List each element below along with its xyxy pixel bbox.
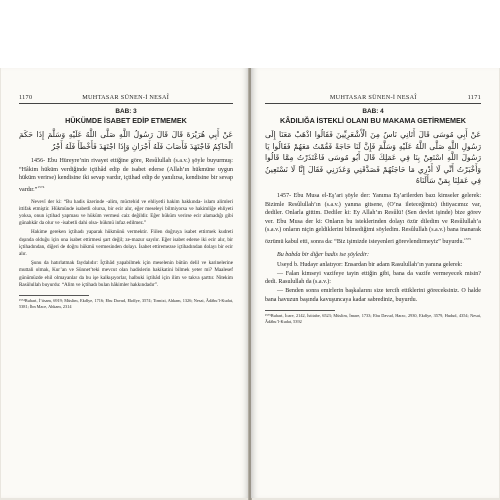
left-commentary-2: Hakime gereken içtihadı yaparak hükmünü vermektir. Fiilen doğruya isabet ettirmek kudreti dışında olduğu için ona isabet ettirmesi şart değil; ze-mazur sayılır. Eğer isabet ederse iki ecir alır, bir içtihadından, diğeri de doğru hükmü vermesinden dolayı. İsabet ettiremezse içtihadından dolayı bir ecir alır. [19,229,233,257]
left-hadith-footnote-ref: 1574 [37,184,45,189]
right-bab-title: KÂDILIĞA İSTEKLİ OLANI BU MAKAMA GETİRMEMEK [280,116,466,125]
right-page-number: 1171 [467,94,481,101]
left-bab-number: BAB: 3 [115,108,137,115]
right-paragraph-1: Useyd b. Hudayr anlatıyor: Ensardan bir adam Rasulullah’ın yanına gelerek: [277,262,463,269]
left-hadith-translation [19,157,233,194]
left-running-title: MUHTASAR SÜNEN-İ NESAÎ [82,94,170,101]
right-paragraph-3: — Benden sonra emirlerin başkalarını size tercih ettiklerini göreceksiniz. O halde bana havuzun başında kavuşuncaya kadar sabrediniz, buyurdu. [265,287,481,303]
right-paragraph-2: — Falan kimseyi vazifeye tayin ettiğin gibi, bana da vazife vermeyecek misin? dedi. Rasulullah da (s.a.v.): [265,270,481,286]
right-bab-number: BAB: 4 [362,108,384,115]
left-arabic-text: عَنْ أَبِي هُرَيْرَةَ قَالَ قَالَ رَسُولُ اللَّهِ صَلَّى اللَّهُ عَلَيْهِ وَسَلَّمَ إِذَا حَكَمَ الْحَاكِمُ فَاجْتَهَدَ فَأَصَابَ فَلَهُ أَجْرَانِ وَإِذَا اجْتَهَدَ فَأَخْطَأَ فَلَهُ أَجْرٌ [19,130,233,151]
left-page-number: 1170 [19,94,33,101]
left-bab-title: HÜKÜMDE İSABET EDİP ETMEMEK [65,116,187,125]
left-commentary-1: Nevevî der ki: “Bu hadis üzerinde -alim, müctehid ve ehliyetli hakim hakkında- islam alimleri ittifak etmiştir. Hükmünde isabetli olursa, bir ecir alır, eğer meseleyi bilmiyorsa ve hakimliğe ehliyeti yoksa, onun içtihad yapması ve hüküm vermesi caiz değildir. Eğer hüküm verirse ecir alamadığı gibi günahkâr da olur ve -isabetli dahi olsa- hükmü infaz edilmez.” [19,198,233,227]
left-footnote: ¹⁵⁷⁴Buhari, İ’tisam, 6919; Müslim, Ekdîye, 1716; Ebu Davud, Ekdîye, 3574; Tirmizi, Ahkam, 1326; Nesai, Âdâbu’l-Kudat, 5381; İbn Mace, Ahkam, 2314 [19,298,233,309]
left-footnote-rule [19,295,89,296]
right-hadith-translation [265,192,481,247]
right-running-head [265,94,481,104]
right-footnote: ¹⁵⁷⁵Buhari, İcare, 2142, İstitabe, 6523; Müslim, İmare, 1733; Ebu Davud, Harac, 2930, Ekdîye, 3579, Hudud, 4354; Nesai, Âdâbu’l-Kudat, 5392 [265,313,481,324]
right-hadith-text: 1457- Ebu Musa el-Eş’ari şöyle der: Yanıma Eş’arilerden bazı kimseler gelerek: Bizimle Resûlullah’ın (s.a.v.) yanına gitsene, (O’na ileteceğimiz) ihtiyacımız var, dediler. Onlarla gittim. Dediler ki: Ey Allah’ın Resûlü! (Sen devlet işinde) bize görev ver. Ebu Musa der ki: Onların bu isteklerinden dolayı özür diledim ve Resûlullah’a (s.a.v.) onların niçin geldiklerini bilmediğimi söyledim. Resûlullah (s.a.v.) bana inanarak özrümü kabul etti, sonra da: “Biz işimizde isteyenleri görevlendirmeyiz” buyurdu. [265,192,481,245]
left-page [1,68,249,498]
right-arabic-text: عَنْ أَبِي مُوسَى قَالَ أَتَانِي نَاسٌ مِنَ الْأَشْعَرِيِّينَ فَقَالُوا اذْهَبْ مَعَنَا إِلَى رَسُولِ اللَّهِ صَلَّى اللَّهُ عَلَيْهِ وَسَلَّمَ فَإِنَّ لَنَا حَاجَةً فَقُمْتُ مَعَهُمْ فَقَالُوا يَا رَسُولَ اللَّهِ اسْتَعِنْ بِنَا فِي عَمَلِكَ قَالَ أَبُو مُوسَى فَاعْتَذَرْتُ مِمَّا قَالُوا وَأَخْبَرْتُ أَنِّي لَا أَدْرِي مَا حَاجَتُهُمْ فَصَدَّقَنِي وَعَذَرَنِي فَقَالَ إِنَّا لَا نَسْتَعِينُ فِي عَمَلِنَا بِمَنْ سَأَلَنَاهُ [265,130,481,186]
left-hadith-text: 1456- Ebu Hüreyre’nin rivayet ettiğine göre, Resûlullah (s.a.v.) şöyle buyurmuş: “Hâkim hüküm verdiğinde içtihâd edip de isabet ederse (Allah’ın hükmüne uygun hüküm verirse) kendisine iki sevap vardır, içtihad edip de yanılırsa, kendisine bir sevap vardır.” [19,158,233,193]
left-running-head [19,94,233,104]
left-commentary-3: Şunu da hatırlatmak faydalıdır: İçtihâd yapabilmek için meselenin bütün delil ve karinelerine muttali olmak, Kur’an ve Sünnet’teki mevcut olan hadislerin hakikatini bilmek yeter mi? Maalesef günümüzde ehil olmayanlar da bu işe kalkışıyorlar, halbuki içtihâd için ilim ve takva şarttır. Nitekim Rasûlullah buyurdu: “Alim ve içtihadı bulan hâkimler hakkındadır”. [19,260,233,288]
right-running-title: MUHTASAR SÜNEN-İ NESAÎ [329,94,417,101]
right-subheading: Bu babda bir diğer hadis ise şöyledir: [277,251,370,258]
open-book [0,68,500,500]
right-page [251,68,499,498]
right-hadith-footnote-ref: 1575 [463,236,471,241]
right-footnote-rule [265,310,335,311]
right-page-content [265,94,481,324]
left-page-content [19,94,233,309]
